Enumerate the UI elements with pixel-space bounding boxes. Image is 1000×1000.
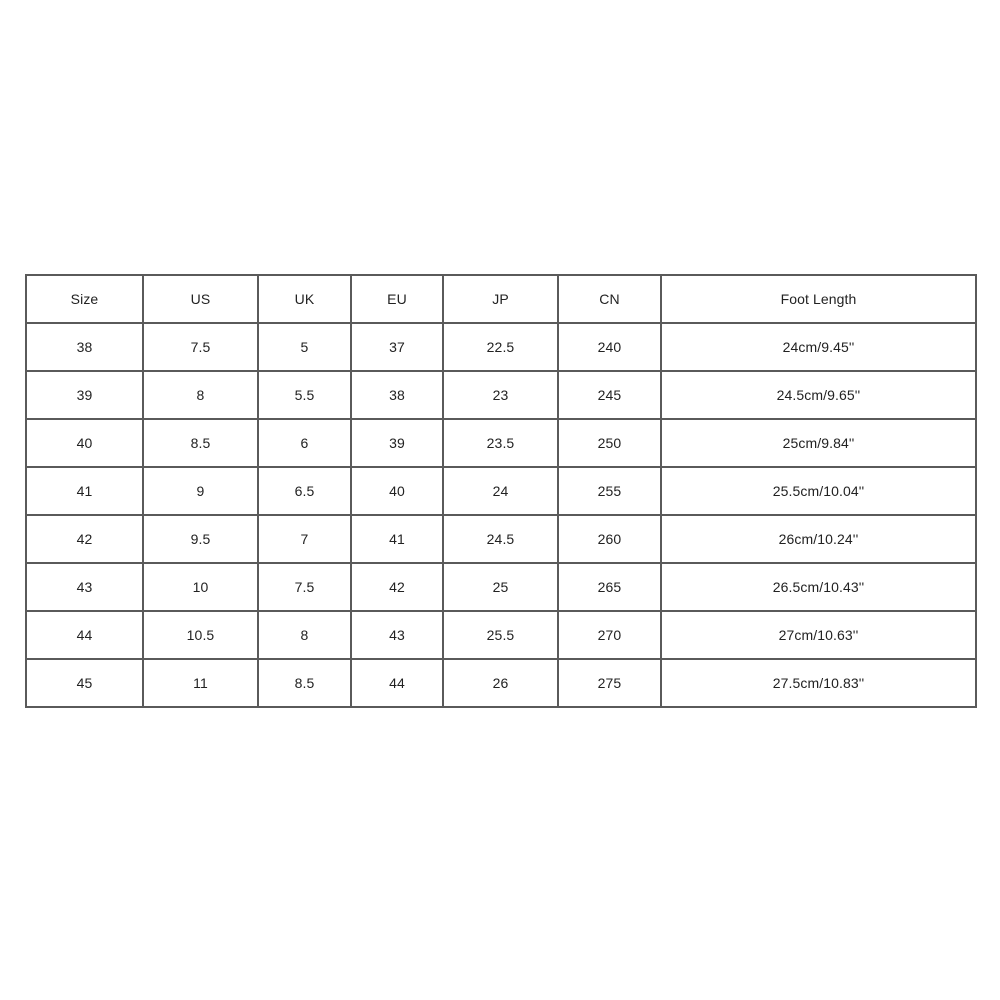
cell-jp: 25.5 — [443, 611, 558, 659]
cell-foot-length: 27.5cm/10.83'' — [661, 659, 976, 707]
cell-us: 10.5 — [143, 611, 258, 659]
column-header-size: Size — [26, 275, 143, 323]
cell-us: 9.5 — [143, 515, 258, 563]
table-row — [26, 659, 976, 707]
column-header-eu: EU — [351, 275, 443, 323]
cell-jp: 26 — [443, 659, 558, 707]
column-header-cn: CN — [558, 275, 661, 323]
cell-uk: 7 — [258, 515, 351, 563]
cell-eu: 40 — [351, 467, 443, 515]
cell-jp: 25 — [443, 563, 558, 611]
cell-jp: 22.5 — [443, 323, 558, 371]
cell-us: 8.5 — [143, 419, 258, 467]
cell-eu: 43 — [351, 611, 443, 659]
cell-jp: 23.5 — [443, 419, 558, 467]
cell-cn: 270 — [558, 611, 661, 659]
table-header-row — [26, 275, 976, 323]
cell-uk: 7.5 — [258, 563, 351, 611]
cell-foot-length: 27cm/10.63'' — [661, 611, 976, 659]
column-header-jp: JP — [443, 275, 558, 323]
cell-us: 9 — [143, 467, 258, 515]
cell-cn: 265 — [558, 563, 661, 611]
cell-size: 42 — [26, 515, 143, 563]
table-row — [26, 515, 976, 563]
cell-uk: 8 — [258, 611, 351, 659]
cell-size: 41 — [26, 467, 143, 515]
cell-cn: 260 — [558, 515, 661, 563]
column-header-us: US — [143, 275, 258, 323]
cell-foot-length: 26cm/10.24'' — [661, 515, 976, 563]
table-row — [26, 467, 976, 515]
table-row — [26, 371, 976, 419]
cell-eu: 44 — [351, 659, 443, 707]
size-chart-table — [25, 274, 977, 708]
cell-jp: 24 — [443, 467, 558, 515]
cell-us: 11 — [143, 659, 258, 707]
column-header-foot-length: Foot Length — [661, 275, 976, 323]
cell-foot-length: 24cm/9.45'' — [661, 323, 976, 371]
cell-uk: 6.5 — [258, 467, 351, 515]
table-row — [26, 563, 976, 611]
cell-cn: 245 — [558, 371, 661, 419]
cell-eu: 38 — [351, 371, 443, 419]
table-row — [26, 611, 976, 659]
cell-uk: 6 — [258, 419, 351, 467]
cell-eu: 37 — [351, 323, 443, 371]
cell-size: 39 — [26, 371, 143, 419]
cell-eu: 41 — [351, 515, 443, 563]
cell-cn: 250 — [558, 419, 661, 467]
table-row — [26, 419, 976, 467]
cell-size: 43 — [26, 563, 143, 611]
table-row — [26, 323, 976, 371]
cell-uk: 5.5 — [258, 371, 351, 419]
cell-eu: 39 — [351, 419, 443, 467]
cell-jp: 24.5 — [443, 515, 558, 563]
cell-foot-length: 24.5cm/9.65'' — [661, 371, 976, 419]
cell-size: 40 — [26, 419, 143, 467]
cell-size: 38 — [26, 323, 143, 371]
column-header-uk: UK — [258, 275, 351, 323]
cell-foot-length: 25.5cm/10.04'' — [661, 467, 976, 515]
cell-foot-length: 25cm/9.84'' — [661, 419, 976, 467]
cell-uk: 8.5 — [258, 659, 351, 707]
cell-us: 10 — [143, 563, 258, 611]
cell-eu: 42 — [351, 563, 443, 611]
cell-us: 8 — [143, 371, 258, 419]
cell-cn: 240 — [558, 323, 661, 371]
cell-cn: 275 — [558, 659, 661, 707]
cell-jp: 23 — [443, 371, 558, 419]
cell-uk: 5 — [258, 323, 351, 371]
cell-size: 44 — [26, 611, 143, 659]
cell-size: 45 — [26, 659, 143, 707]
cell-cn: 255 — [558, 467, 661, 515]
cell-us: 7.5 — [143, 323, 258, 371]
cell-foot-length: 26.5cm/10.43'' — [661, 563, 976, 611]
